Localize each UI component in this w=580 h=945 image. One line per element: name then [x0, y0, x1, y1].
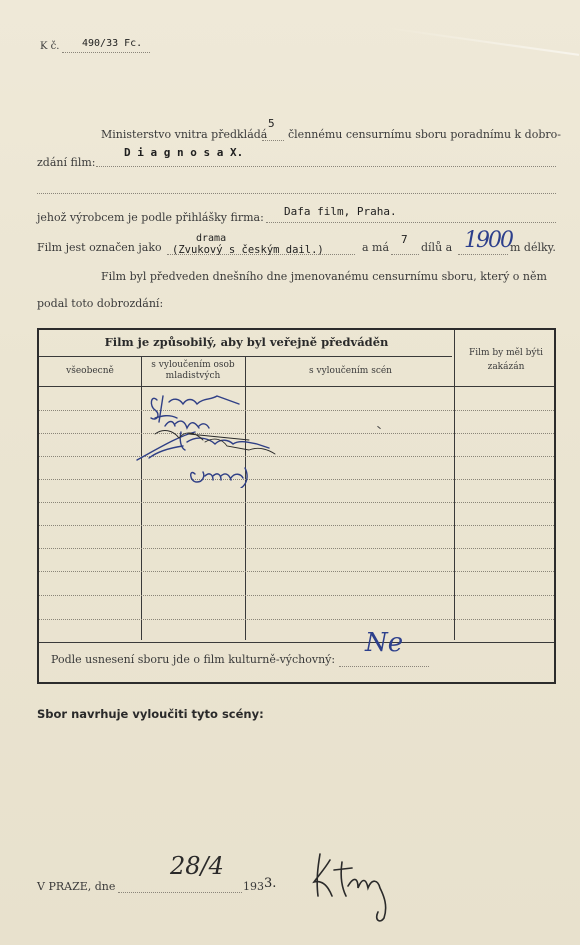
educational-label: Podle usnesení sboru jde o film kulturně-výchovný:	[51, 653, 336, 666]
intro-line1-a: Ministerstvo vnitra předkládá	[101, 128, 268, 141]
committee-signatures	[99, 388, 279, 488]
film-title-dots	[96, 166, 556, 167]
year-prefix: 193	[243, 880, 264, 893]
members-dots	[262, 140, 284, 141]
genre-note: (Zvukový s českým dail.)	[172, 244, 324, 256]
intro-line1-b: člennému censurnímu sboru poradnímu k dobro-	[288, 128, 561, 141]
row-line-9	[39, 595, 554, 596]
members-count: 5	[268, 117, 275, 130]
blank-dots-line	[37, 193, 556, 194]
genre-value: drama	[196, 233, 227, 244]
reference-number: 490/33 Fc.	[82, 38, 143, 49]
educational-value: Ne	[365, 628, 404, 658]
chairman-signature	[308, 846, 398, 926]
producer-value: Dafa film, Praha.	[284, 205, 397, 218]
date-handwritten: 28/4	[170, 852, 224, 880]
year-suffix: 3.	[264, 876, 277, 891]
banned-header: Film by měl býti zakázán	[468, 348, 544, 372]
row-line-5	[39, 502, 554, 503]
educational-dots	[339, 666, 429, 667]
intro-line2-label: zdání film:	[37, 156, 96, 169]
footer-place: V PRAZE, dne	[37, 880, 116, 893]
length-handwritten: 1900	[464, 228, 512, 253]
scenes-label: Sbor navrhuje vyloučiti tyto scény:	[37, 707, 264, 721]
reference-prefix: K č.	[40, 41, 60, 52]
paper-crease	[381, 26, 579, 56]
body-bottom-divider	[39, 642, 554, 643]
row-line-8	[39, 571, 554, 572]
producer-dots	[266, 222, 556, 223]
length-dots	[458, 254, 508, 255]
pencil-mark	[377, 426, 381, 429]
subheader-divider	[39, 386, 554, 387]
has-label: a má	[362, 241, 390, 254]
row-line-7	[39, 548, 554, 549]
row-line-10	[39, 619, 554, 620]
presented-line1: Film byl předveden dnešního dne jmenovanému censurnímu sboru, který o něm	[101, 270, 547, 283]
reels-value: 7	[401, 233, 408, 246]
reels-label: dílů a	[421, 241, 453, 254]
general-header: všeobecně	[66, 366, 114, 376]
marking-label: Film jest označen jako	[37, 241, 162, 254]
col-divider-3	[454, 330, 455, 640]
header-divider	[39, 356, 452, 357]
verdict-table	[37, 328, 556, 684]
scenes-header: s vyloučením scén	[309, 366, 392, 376]
producer-label: jehož výrobcem je podle přihlášky firma:	[37, 211, 264, 224]
reels-dots	[391, 254, 419, 255]
approved-header: Film je způsobilý, aby byl veřejně předváděn	[104, 335, 389, 349]
film-title: D i a g n o s a X.	[124, 146, 244, 159]
row-line-6	[39, 525, 554, 526]
reference-dots	[62, 52, 150, 53]
length-label: m délky.	[510, 241, 556, 254]
presented-line2: podal toto dobrozdání:	[37, 297, 164, 310]
youth-header: s vyloučením osob mladistvých	[151, 360, 235, 381]
date-dots	[118, 892, 242, 893]
